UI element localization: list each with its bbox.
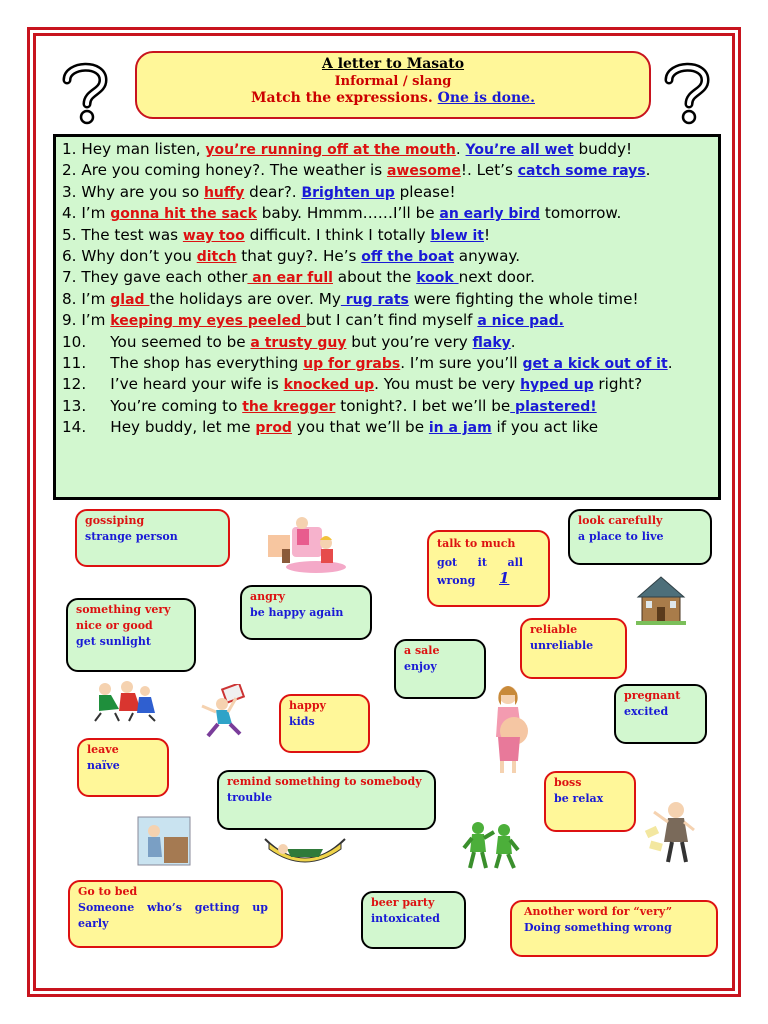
sentence-text: were fighting the whole time! (408, 289, 639, 308)
slang-expression-alt: hyped up (520, 377, 594, 394)
card-red-text: pregnant (624, 689, 681, 702)
sentence-text: . (667, 354, 673, 373)
sentence-text: Hey man listen, (81, 140, 206, 158)
sentence-number: 5. (62, 225, 82, 244)
sentence-number: 1. (62, 140, 82, 158)
sentence-text: tomorrow. (540, 204, 622, 223)
sentence-number: 13. (62, 396, 111, 415)
slang-expression: the kregger (242, 398, 336, 415)
sentence-line (62, 182, 712, 203)
slang-expression: you’re running off at the mouth (205, 142, 456, 158)
slang-expression: gonna hit the sack (110, 206, 257, 223)
sentence-text: Are you coming honey?. The weather is (81, 161, 387, 180)
expression-card (66, 598, 196, 672)
slang-expression: way too (182, 227, 245, 244)
instruction-done: One is done. (437, 90, 535, 106)
sentence-line (62, 267, 712, 288)
slang-expression-alt: blew it (430, 227, 484, 244)
sentence-line (62, 225, 712, 246)
sentence-text: . (645, 161, 651, 180)
sentence-number: 9. (62, 311, 82, 330)
expression-card (279, 694, 370, 753)
expression-card (361, 891, 466, 949)
sale-crowd-picture (93, 677, 159, 723)
sentence-text: I’m (81, 289, 111, 308)
gossiping-women-picture (264, 513, 352, 575)
card-blue-text: naïve (87, 759, 120, 772)
sentence-text: Why are you so (81, 182, 204, 201)
sentence-text: . (510, 332, 516, 351)
sentence-text: You’re coming to (110, 396, 243, 415)
sentence-text: I’ve heard your wife is (110, 375, 284, 394)
card-red-text: beer party (371, 896, 435, 909)
sentence-text: next door. (458, 268, 535, 287)
sentence-text: that guy?. He’s (236, 247, 362, 266)
card-red-text: something very nice or good (76, 603, 171, 632)
house-picture (636, 573, 686, 627)
slang-expression-alt: rug rats (340, 291, 409, 308)
slang-expression-alt: flaky (472, 334, 511, 351)
sentence-text: Why don’t you (81, 247, 197, 266)
expression-card (75, 509, 230, 567)
card-red-text: talk to much (437, 537, 516, 550)
card-blue-text: Doing something wrong (524, 921, 672, 934)
sentence-number: 7. (62, 268, 82, 287)
pregnant-woman-picture (484, 683, 534, 775)
green-figures-picture (462, 818, 520, 872)
sentence-number: 14. (62, 418, 111, 437)
sentence-text: buddy! (573, 140, 633, 158)
done-number: 1 (499, 569, 510, 587)
sentence-text: about the (332, 268, 417, 287)
sentence-line (62, 160, 712, 181)
slang-expression: huffy (203, 184, 245, 201)
expression-card (614, 684, 707, 744)
card-blue-text: trouble (227, 791, 273, 804)
card-red-text: Another word for “very” (524, 905, 673, 918)
angry-boss-picture (644, 798, 704, 864)
slang-expression-alt: off the boat (361, 249, 454, 266)
slang-expression-alt: in a jam (428, 420, 492, 437)
card-blue-text: excited (624, 705, 669, 718)
card-blue-text: Someone who’s getting up early (78, 901, 268, 930)
instruction (137, 90, 649, 106)
sentence-text: but I can’t find myself (306, 311, 478, 330)
slang-expression: glad (110, 291, 150, 308)
hammock-picture (263, 833, 347, 871)
card-blue-text: get sunlight (76, 635, 151, 648)
slang-expression: an ear full (247, 270, 333, 287)
card-red-text: leave (87, 743, 119, 756)
sentence-text: please! (394, 182, 456, 201)
question-mark-icon (57, 60, 113, 126)
expression-card (427, 530, 550, 607)
sentence-text: anyway. (453, 247, 521, 266)
slang-expression: up for grabs (303, 356, 401, 373)
card-red-text: boss (554, 776, 582, 789)
sentence-text: ! (484, 225, 491, 244)
sentence-line (62, 310, 712, 331)
slang-expression-alt: You’re all wet (465, 142, 574, 158)
sentence-line (62, 203, 712, 224)
sentence-line (62, 139, 712, 160)
sentence-line (62, 332, 712, 353)
expression-card (510, 900, 718, 957)
expression-card (68, 880, 283, 948)
card-blue-text: be happy again (250, 606, 344, 619)
sentences-box (53, 134, 721, 500)
expression-card (77, 738, 169, 797)
sentence-text: dear?. (244, 182, 302, 201)
card-blue-text: enjoy (404, 660, 437, 673)
sentence-number: 3. (62, 182, 82, 201)
sentence-text: The test was (81, 225, 183, 244)
card-blue-text: be relax (554, 792, 604, 805)
sentence-number: 11. (62, 354, 111, 373)
sentence-text: you that we’ll be (291, 418, 429, 437)
page-subtitle: Informal / slang (334, 74, 452, 89)
sentence-text: I’m (81, 311, 111, 330)
sentence-text: !. Let’s (460, 161, 518, 180)
slang-expression: keeping my eyes peeled (110, 313, 306, 330)
sentence-text: baby. Hmmm……I’ll be (256, 204, 440, 223)
sentence-number: 8. (62, 289, 82, 308)
slang-expression-alt: a nice pad. (477, 313, 564, 330)
slang-expression: a trusty guy (250, 334, 347, 351)
card-red-text: Go to bed (78, 885, 138, 898)
card-red-text: angry (250, 590, 286, 603)
sentence-line (62, 289, 712, 310)
page-title: A letter to Masato (321, 56, 465, 72)
slang-expression-alt: get a kick out of it (522, 356, 668, 373)
card-red-text: happy (289, 699, 326, 712)
sentence-text: I’m (81, 204, 111, 223)
sentence-text: . (455, 140, 466, 158)
sentence-number: 2. (62, 161, 82, 180)
sleeping-person-picture (136, 815, 192, 867)
slang-expression-alt: catch some rays (517, 163, 646, 180)
slang-expression: awesome (386, 163, 461, 180)
sentence-text: if you act like (491, 418, 599, 437)
slang-expression-alt: plastered! (510, 398, 597, 415)
sentence-text: They gave each other (81, 268, 248, 287)
card-blue-text: unreliable (530, 639, 594, 652)
card-blue-text: strange person (85, 530, 178, 543)
running-person-picture (196, 684, 252, 742)
slang-expression: prod (255, 420, 292, 437)
sentence-text: tonight?. I bet we’ll be (335, 396, 511, 415)
card-red-text: look carefully (578, 514, 663, 527)
sentence-text: the holidays are over. My (149, 289, 341, 308)
card-blue-text: kids (289, 715, 315, 728)
card-blue-text: a place to live (578, 530, 664, 543)
instruction-text: Match the expressions. (251, 90, 433, 106)
card-red-text: gossiping (85, 514, 145, 527)
card-red-text: reliable (530, 623, 578, 636)
expression-card (568, 509, 712, 565)
sentence-line (62, 246, 712, 267)
expression-card (217, 770, 436, 830)
card-blue-text: intoxicated (371, 912, 440, 925)
sentence-text: Hey buddy, let me (110, 418, 256, 437)
title-box (135, 51, 651, 119)
card-blue-text: got it all wrong (437, 556, 523, 587)
expression-card (394, 639, 486, 699)
sentence-text: . I’m sure you’ll (400, 354, 523, 373)
card-red-text: a sale (404, 644, 440, 657)
sentence-line (62, 417, 712, 438)
sentence-text: right? (593, 375, 643, 394)
sentence-text: The shop has everything (110, 354, 304, 373)
sentence-number: 10. (62, 332, 111, 351)
sentence-number: 12. (62, 375, 111, 394)
slang-expression-alt: an early bird (439, 206, 541, 223)
slang-expression: knocked up (283, 377, 375, 394)
sentence-text: difficult. I think I totally (244, 225, 431, 244)
slang-expression: ditch (196, 249, 237, 266)
sentence-text: . You must be very (374, 375, 521, 394)
sentence-line (62, 374, 712, 395)
slang-expression-alt: kook (416, 270, 459, 287)
sentence-line (62, 396, 712, 417)
sentence-number: 6. (62, 247, 82, 266)
sentence-line (62, 353, 712, 374)
expression-card (520, 618, 627, 679)
card-red-text: remind something to somebody (227, 775, 422, 788)
question-mark-icon (659, 60, 715, 126)
expression-card (544, 771, 636, 832)
expression-card (240, 585, 372, 640)
slang-expression-alt: Brighten up (301, 184, 395, 201)
sentence-text: but you’re very (346, 332, 473, 351)
sentence-number: 4. (62, 204, 82, 223)
sentence-text: You seemed to be (110, 332, 251, 351)
